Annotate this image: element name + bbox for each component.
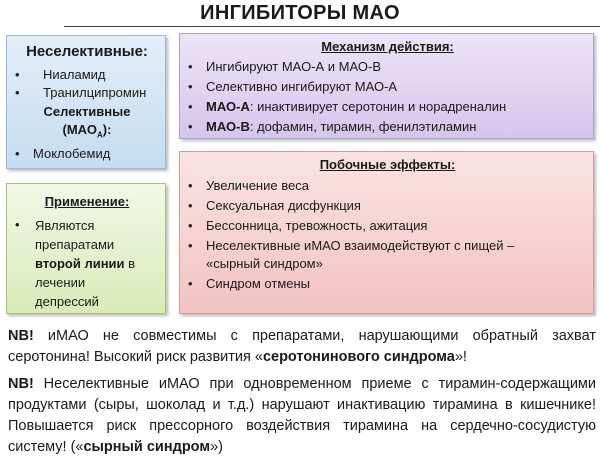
list-item: • Увеличение веса — [188, 178, 309, 193]
drug-name: Ниаламид — [43, 67, 106, 82]
classification-box — [6, 35, 166, 169]
bullet: • — [188, 276, 193, 291]
list-item: • Бессонница, тревожность, ажитация — [188, 218, 428, 233]
bullet: • — [188, 119, 193, 134]
mechanism-box — [179, 33, 594, 139]
list-item: • Сексуальная дисфункция — [188, 198, 361, 213]
bullet: • — [15, 146, 20, 161]
bullet: • — [188, 99, 193, 114]
application-header: Применение: — [44, 194, 130, 209]
drug-name: Моклобемид — [33, 146, 111, 161]
note-cheese-syndrome: NB! Неселективные иМАО при одновременном приеме с тирамин-содержащими продуктами (сыры, шоколад и т.д.) нарушают инактивацию тирамина в кишечнике! Повышается риск прессорного воздействия тирамина на сердечно-сосудистую систему! («сырный синдром») — [8, 376, 596, 455]
list-item: • Синдром отмены — [188, 276, 311, 291]
note-serotonin-syndrome: NB! иМАО не совместимы с препаратами, нарушающими обратный захват серотонина! Высокий риск развития «серотонинового синдрома»! — [8, 328, 596, 365]
application-box — [6, 183, 166, 314]
bullet: • — [188, 59, 193, 74]
bullet: • — [15, 217, 20, 232]
bullet: • — [15, 85, 20, 100]
list-item: • Ингибируют МАО-А и МАО-В — [188, 59, 381, 74]
mechanism-header: Механизм действия: — [321, 39, 454, 54]
title-underline — [64, 26, 600, 27]
list-item — [15, 84, 167, 102]
bullet: • — [188, 238, 193, 253]
page-title: ИНГИБИТОРЫ МАО — [200, 2, 400, 24]
list-item-continuation: «сырный синдром» — [206, 256, 323, 271]
bullet: • — [188, 79, 193, 94]
list-item: • МАО-А: инактивирует серотонин и норадреналин — [188, 99, 507, 114]
side-effects-box — [179, 151, 594, 314]
selective-header: Селективные $(МАО_А)$: — [43, 104, 131, 140]
side-effects-header: Побочные эффекты: — [319, 157, 456, 172]
drug-name: Транилципромин — [43, 85, 147, 100]
bullet: • — [188, 178, 193, 193]
bullet: • — [188, 218, 193, 233]
bullet: • — [188, 198, 193, 213]
nonselective-header: Неселективные: — [26, 43, 148, 60]
list-item: • МАО-В: дофамин, тирамин, фенилэтиламин — [188, 119, 477, 134]
list-item — [15, 145, 165, 163]
application-text: Являются препаратами второй линии в лечении депрессий — [35, 218, 136, 309]
list-item — [15, 66, 165, 84]
list-item: • Неселективные иМАО взаимодействуют с пищей – — [188, 238, 515, 253]
bullet: • — [15, 67, 20, 82]
list-item: • Селективно ингибируют МАО-А — [188, 79, 398, 94]
